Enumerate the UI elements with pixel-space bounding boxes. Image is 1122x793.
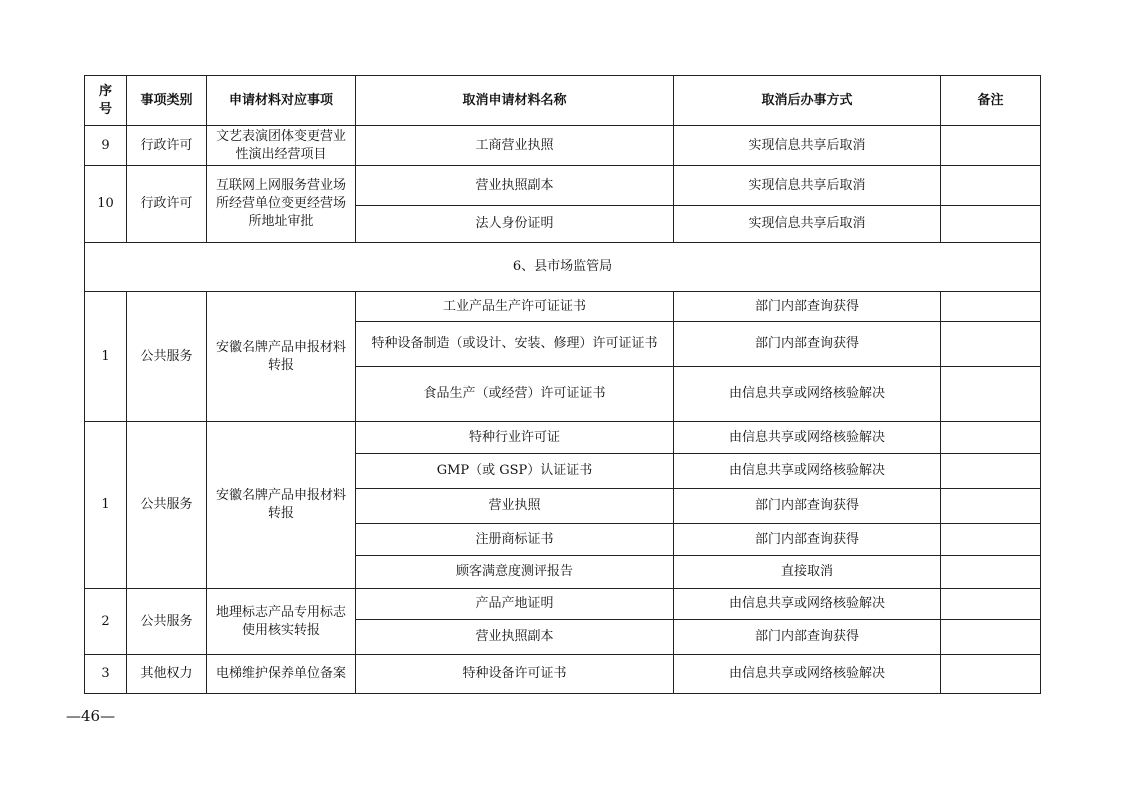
remark-cell: [941, 292, 1041, 322]
material-cell: 营业执照副本: [356, 166, 674, 206]
item-cell: 安徽名牌产品申报材料转报: [207, 422, 356, 589]
page-number: —46—: [66, 707, 116, 725]
method-cell: 实现信息共享后取消: [674, 166, 941, 206]
seq-cell: 2: [85, 589, 127, 655]
section-row: [85, 243, 1041, 292]
item-cell: 互联网上网服务营业场所经营单位变更经营场所地址审批: [207, 166, 356, 243]
remark-cell: [941, 655, 1041, 694]
section-title: 6、县市场监管局: [85, 243, 1041, 292]
material-cell: 产品产地证明: [356, 589, 674, 620]
item-cell: 电梯维护保养单位备案: [207, 655, 356, 694]
category-cell: 行政许可: [127, 126, 207, 166]
material-cell: 营业执照副本: [356, 620, 674, 655]
materials-table: [84, 75, 1041, 694]
method-cell: 由信息共享或网络核验解决: [674, 589, 941, 620]
header-material: 取消申请材料名称: [356, 76, 674, 126]
table-row: [85, 589, 1041, 620]
table-row: [85, 655, 1041, 694]
method-cell: 部门内部查询获得: [674, 524, 941, 556]
method-cell: 由信息共享或网络核验解决: [674, 454, 941, 489]
method-cell: 部门内部查询获得: [674, 489, 941, 524]
item-cell: 安徽名牌产品申报材料转报: [207, 292, 356, 422]
method-cell: 直接取消: [674, 556, 941, 589]
remark-cell: [941, 367, 1041, 422]
remark-cell: [941, 589, 1041, 620]
material-cell: 食品生产（或经营）许可证证书: [356, 367, 674, 422]
table-row: [85, 126, 1041, 166]
category-cell: 公共服务: [127, 292, 207, 422]
header-item: 申请材料对应事项: [207, 76, 356, 126]
material-cell: 法人身份证明: [356, 206, 674, 243]
material-cell: GMP（或 GSP）认证证书: [356, 454, 674, 489]
material-cell: 营业执照: [356, 489, 674, 524]
header-row: [85, 76, 1041, 126]
seq-cell: 1: [85, 422, 127, 589]
material-cell: 特种设备制造（或设计、安装、修理）许可证证书: [356, 322, 674, 367]
method-cell: 部门内部查询获得: [674, 620, 941, 655]
remark-cell: [941, 322, 1041, 367]
remark-cell: [941, 556, 1041, 589]
header-category: 事项类别: [127, 76, 207, 126]
seq-cell: 1: [85, 292, 127, 422]
method-cell: 实现信息共享后取消: [674, 206, 941, 243]
remark-cell: [941, 126, 1041, 166]
material-cell: 特种行业许可证: [356, 422, 674, 454]
item-cell: 地理标志产品专用标志使用核实转报: [207, 589, 356, 655]
method-cell: 部门内部查询获得: [674, 322, 941, 367]
method-cell: 由信息共享或网络核验解决: [674, 367, 941, 422]
header-remark: 备注: [941, 76, 1041, 126]
seq-cell: 3: [85, 655, 127, 694]
material-cell: 顾客满意度测评报告: [356, 556, 674, 589]
header-seq: 序号: [85, 76, 127, 126]
seq-cell: 10: [85, 166, 127, 243]
remark-cell: [941, 454, 1041, 489]
seq-cell: 9: [85, 126, 127, 166]
method-cell: 部门内部查询获得: [674, 292, 941, 322]
table-row: [85, 422, 1041, 454]
method-cell: 由信息共享或网络核验解决: [674, 422, 941, 454]
remark-cell: [941, 206, 1041, 243]
material-cell: 特种设备许可证书: [356, 655, 674, 694]
remark-cell: [941, 166, 1041, 206]
remark-cell: [941, 524, 1041, 556]
method-cell: 由信息共享或网络核验解决: [674, 655, 941, 694]
category-cell: 公共服务: [127, 589, 207, 655]
material-cell: 工业产品生产许可证证书: [356, 292, 674, 322]
material-cell: 注册商标证书: [356, 524, 674, 556]
material-cell: 工商营业执照: [356, 126, 674, 166]
remark-cell: [941, 620, 1041, 655]
remark-cell: [941, 422, 1041, 454]
remark-cell: [941, 489, 1041, 524]
category-cell: 行政许可: [127, 166, 207, 243]
category-cell: 其他权力: [127, 655, 207, 694]
method-cell: 实现信息共享后取消: [674, 126, 941, 166]
table-row: [85, 292, 1041, 322]
item-cell: 文艺表演团体变更营业性演出经营项目: [207, 126, 356, 166]
table-row: [85, 166, 1041, 206]
category-cell: 公共服务: [127, 422, 207, 589]
header-method: 取消后办事方式: [674, 76, 941, 126]
